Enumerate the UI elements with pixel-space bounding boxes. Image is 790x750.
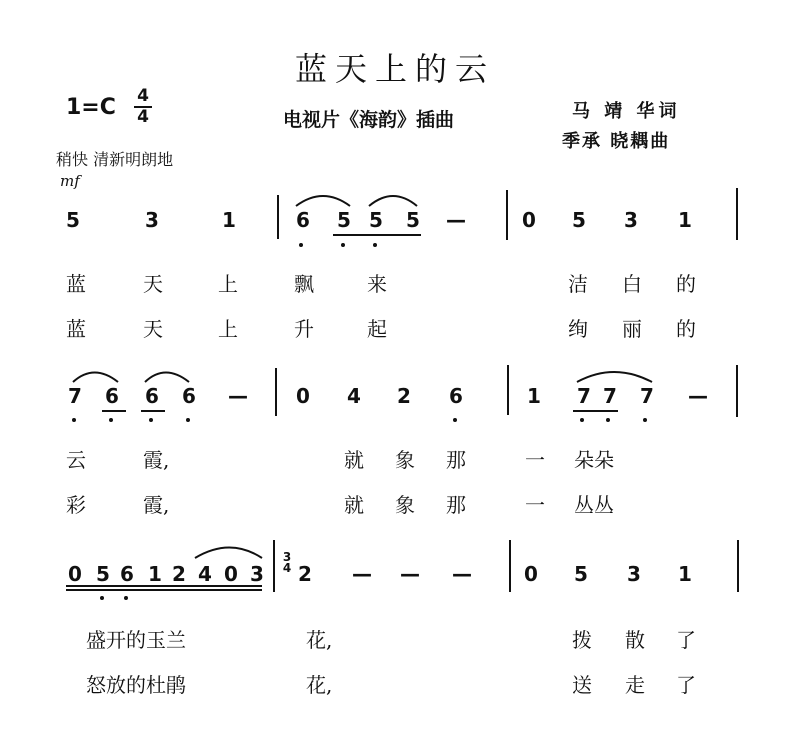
note: 2 [397, 384, 411, 408]
beam-underline [141, 410, 165, 412]
lyric: 怒放的杜鹃 [86, 673, 186, 697]
lyric: 蓝 [66, 317, 86, 341]
lyric: 送 [572, 673, 592, 697]
note: 0 [296, 384, 310, 408]
barline [736, 188, 738, 240]
sustain-dash: — [400, 562, 420, 586]
note: 0 [224, 562, 238, 586]
lyric: 丽 [622, 317, 642, 341]
note: 2 [172, 562, 186, 586]
barline [509, 540, 511, 592]
lyric: 一 [525, 493, 545, 517]
sustain-dash: — [452, 562, 472, 586]
note: 3 [627, 562, 641, 586]
note: 5 [369, 208, 383, 232]
lyric: 象 [395, 448, 415, 472]
low-octave-dot [373, 243, 377, 247]
low-octave-dot [100, 596, 104, 600]
key-signature: 1=C [66, 95, 116, 120]
note: 3 [624, 208, 638, 232]
low-octave-dot [149, 418, 153, 422]
barline [506, 190, 508, 240]
time-signature-bottom: 4 [137, 107, 149, 127]
lyric: 了 [676, 628, 696, 652]
lyric: 升 [294, 317, 314, 341]
lyric: 那 [446, 493, 466, 517]
note: 5 [572, 208, 586, 232]
low-octave-dot [72, 418, 76, 422]
lyric: 起 [367, 317, 387, 341]
low-octave-dot [109, 418, 113, 422]
dynamic-marking: mf [60, 172, 80, 190]
lyric: 飘 [294, 272, 314, 296]
low-octave-dot [124, 596, 128, 600]
note: 4 [198, 562, 212, 586]
note: 6 [120, 562, 134, 586]
lyric: 花, [306, 628, 333, 652]
sustain-dash: — [446, 208, 466, 232]
note: 7 [68, 384, 82, 408]
slur-line2-a [73, 373, 118, 383]
song-title: 蓝天上的云 [294, 50, 495, 88]
slur-line2-c [577, 372, 652, 382]
slur-line2-b [145, 373, 189, 383]
sustain-dash: — [228, 384, 248, 408]
low-octave-dot [186, 418, 190, 422]
barline [737, 540, 739, 592]
note: 7 [577, 384, 591, 408]
lyric: 花, [306, 673, 333, 697]
note: 6 [182, 384, 196, 408]
barline [277, 195, 279, 239]
note: 2 [298, 562, 312, 586]
note: 1 [222, 208, 236, 232]
note: 3 [250, 562, 264, 586]
barline [273, 540, 275, 592]
lyric: 散 [625, 628, 645, 652]
slur-line1-a [296, 196, 350, 206]
slur-line3-a [195, 548, 262, 559]
lyric: 蓝 [66, 272, 86, 296]
note: 1 [678, 562, 692, 586]
lyric: 绚 [568, 317, 588, 341]
lyric: 朵朵 [574, 448, 614, 472]
slur-line1-b [369, 196, 417, 206]
composer-credit: 季承 晓耦曲 [562, 131, 671, 152]
low-octave-dot [299, 243, 303, 247]
beam-underline [66, 585, 262, 587]
note: 5 [574, 562, 588, 586]
lyric: 一 [525, 448, 545, 472]
note: 4 [347, 384, 361, 408]
note: 6 [449, 384, 463, 408]
lyric: 上 [218, 272, 238, 296]
beam-underline [102, 410, 126, 412]
note: 6 [145, 384, 159, 408]
note: 5 [66, 208, 80, 232]
note: 5 [337, 208, 351, 232]
low-octave-dot [643, 418, 647, 422]
note: 1 [148, 562, 162, 586]
note: 0 [522, 208, 536, 232]
note: 7 [603, 384, 617, 408]
lyric: 丛丛 [574, 493, 614, 517]
lyric: 上 [218, 317, 238, 341]
note: 6 [296, 208, 310, 232]
lyric: 那 [446, 448, 466, 472]
lyric: 了 [676, 673, 696, 697]
lyric: 走 [625, 673, 645, 697]
time-change [281, 552, 293, 574]
lyric: 就 [344, 448, 364, 472]
barline [507, 365, 509, 415]
beam-underline [573, 410, 618, 412]
lyric: 白 [622, 272, 642, 296]
lyric: 云 [66, 448, 86, 472]
lyric: 的 [676, 272, 696, 296]
note: 0 [68, 562, 82, 586]
sustain-dash: — [352, 562, 372, 586]
tempo-marking: 稍快 清新明朗地 [56, 150, 174, 169]
lyric: 天 [143, 317, 163, 341]
low-octave-dot [453, 418, 457, 422]
note: 7 [640, 384, 654, 408]
lyric: 洁 [568, 272, 588, 296]
low-octave-dot [606, 418, 610, 422]
lyric: 象 [395, 493, 415, 517]
beam-underline [333, 234, 421, 236]
note: 1 [527, 384, 541, 408]
note: 6 [105, 384, 119, 408]
lyric: 来 [367, 272, 387, 296]
time-change-top: 3 [282, 550, 292, 564]
subtitle: 电视片《海韵》插曲 [283, 109, 455, 131]
lyric: 的 [676, 317, 696, 341]
note: 3 [145, 208, 159, 232]
note: 5 [406, 208, 420, 232]
lyricist-credit: 马 靖 华词 [572, 101, 681, 122]
note: 1 [678, 208, 692, 232]
barline [275, 368, 277, 416]
low-octave-dot [580, 418, 584, 422]
lyric: 天 [143, 272, 163, 296]
sustain-dash: — [688, 384, 708, 408]
barline [736, 365, 738, 417]
lyric: 霞, [143, 493, 170, 517]
lyric: 盛开的玉兰 [86, 628, 186, 652]
low-octave-dot [341, 243, 345, 247]
time-signature-top: 4 [137, 86, 149, 106]
lyric: 拨 [572, 628, 592, 652]
time-signature [134, 88, 152, 126]
note: 0 [524, 562, 538, 586]
lyric: 就 [344, 493, 364, 517]
lyric: 彩 [66, 493, 86, 517]
lyric: 霞, [143, 448, 170, 472]
beam-underline [66, 589, 262, 591]
note: 5 [96, 562, 110, 586]
time-change-bottom: 4 [282, 561, 292, 575]
